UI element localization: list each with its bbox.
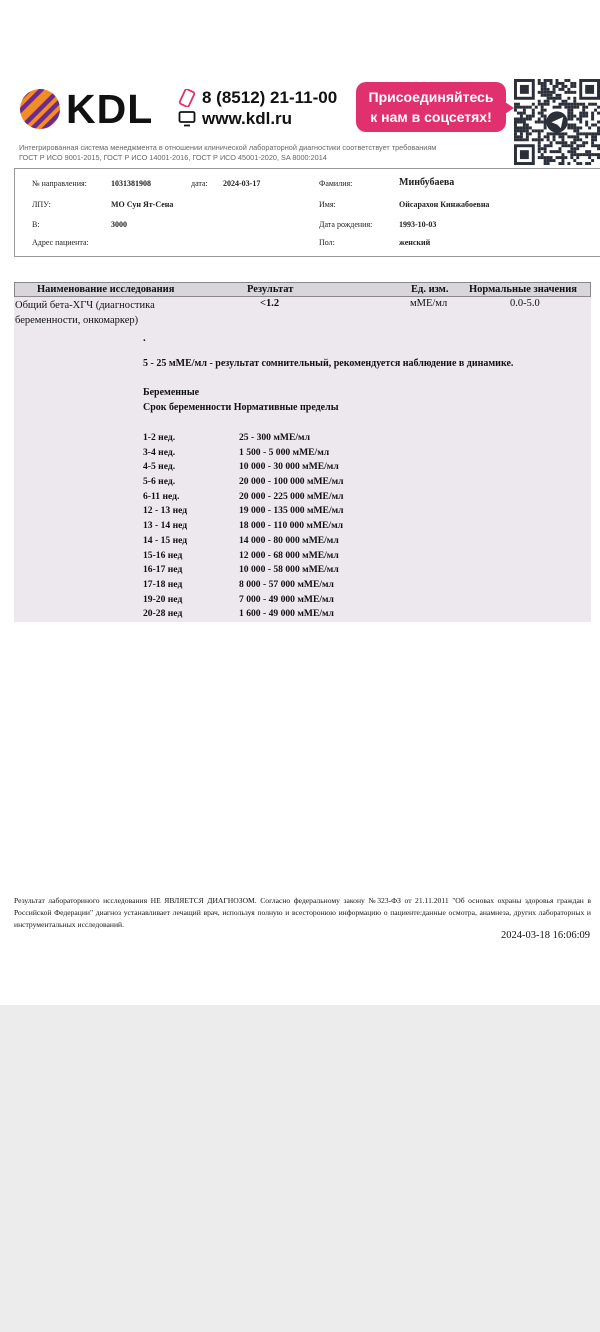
- header-norm: Нормальные значения: [469, 284, 577, 295]
- reference-row: [143, 505, 443, 520]
- reference-range: 10 000 - 58 000 мМЕ/мл: [239, 564, 339, 576]
- v-value: 3000: [111, 220, 127, 229]
- header-unit: Ед. изм.: [411, 284, 449, 295]
- reference-range: 25 - 300 мМЕ/мл: [239, 432, 310, 443]
- blank-area: [0, 1005, 600, 1332]
- social-banner[interactable]: [356, 82, 506, 132]
- phone-number: 8 (8512) 21-11-00: [202, 88, 338, 107]
- note-doubtful-range: 5 - 25 мМЕ/мл - результат сомнительный, рекомендуется наблюдение в динамике.: [143, 358, 514, 369]
- iso-certification: [19, 143, 509, 163]
- reference-week: 5-6 нед.: [143, 476, 176, 488]
- social-banner-line1: Присоединяйтесь: [368, 89, 494, 105]
- address-label: Адрес пациента:: [32, 238, 89, 247]
- reference-week: 4-5 нед.: [143, 461, 176, 473]
- dob-value: 1993-10-03: [399, 220, 437, 229]
- reference-range: 7 000 - 49 000 мМЕ/мл: [239, 593, 334, 605]
- surname-value: Минбубаева: [399, 177, 455, 188]
- reference-row: [143, 579, 443, 594]
- reference-row: [143, 520, 443, 535]
- pregnant-label: Беременные: [143, 387, 200, 398]
- reference-row: [143, 491, 443, 506]
- period-header: Срок беременности Нормативные пределы: [143, 402, 339, 413]
- results-table: [14, 282, 591, 622]
- header-result: Результат: [247, 284, 294, 295]
- social-banner-line2: к нам в соцсетях!: [370, 109, 492, 125]
- phone-contact[interactable]: [178, 88, 337, 108]
- lpu-label: ЛПУ:: [32, 200, 51, 209]
- pregnancy-reference-table: [143, 432, 443, 623]
- note-dot: .: [143, 332, 146, 344]
- iso-line1: Интегрированная система менеджмента в отношении клинической лабораторной диагностики соответствует требованиям: [19, 143, 437, 152]
- reference-week: 6-11 нед.: [143, 490, 180, 502]
- reference-week: 3-4 нед.: [143, 446, 176, 458]
- reference-row: [143, 447, 443, 462]
- lpu-value: МО Сун Ят-Сена: [111, 200, 174, 209]
- reference-range: 19 000 - 135 000 мМЕ/мл: [239, 505, 344, 517]
- kdl-logo-icon: [19, 88, 61, 130]
- printed-timestamp: 2024-03-18 16:06:09: [501, 930, 590, 941]
- iso-line2: ГОСТ Р ИСО 9001-2015, ГОСТ Р ИСО 14001-2016, ГОСТ Р ИСО 45001-2020, SA 8000:2014: [19, 153, 327, 162]
- reference-range: 1 500 - 5 000 мМЕ/мл: [239, 446, 330, 458]
- name-label: Имя:: [319, 200, 336, 209]
- reference-row: [143, 535, 443, 550]
- reference-range: 20 000 - 100 000 мМЕ/мл: [239, 476, 344, 488]
- surname-label: Фамилия:: [319, 179, 353, 188]
- reference-row: [143, 594, 443, 609]
- sex-value: женский: [399, 238, 431, 247]
- website-url: www.kdl.ru: [202, 109, 293, 128]
- brand-name: KDL: [66, 86, 154, 132]
- header-test-name: Наименование исследования: [37, 284, 175, 295]
- reference-week: 19-20 нед: [143, 593, 183, 605]
- reference-row: [143, 564, 443, 579]
- disclaimer-text: Результат лабораториного исследования НЕ ЯВЛЯЕТСЯ ДИАГНОЗОМ. Согласно федеральному закону №323-ФЗ от 21.11.2011 "Об основах охраны здоровья граждан в Российской Федерации" диагноз устанавливает лечащий врач, используя полную и всесторонюю информацию о пациенте:данные осмотра, анамнеза, других лабораторных и инструментальных исследований.: [14, 896, 591, 929]
- reference-range: 10 000 - 30 000 мМЕ/мл: [239, 461, 339, 473]
- reference-range: 8 000 - 57 000 мМЕ/мл: [239, 578, 334, 590]
- reference-range: 14 000 - 80 000 мМЕ/мл: [239, 534, 339, 546]
- name-value: Ойсарахон Кинжабоевна: [399, 200, 490, 209]
- reference-row: [143, 432, 443, 447]
- dob-label: Дата рождения:: [319, 220, 373, 229]
- reference-row: [143, 461, 443, 476]
- reference-week: 1-2 нед.: [143, 432, 176, 443]
- reference-week: 13 - 14 нед: [143, 520, 188, 532]
- phone-icon: [178, 89, 196, 107]
- test-norm: 0.0-5.0: [510, 298, 540, 309]
- ref-no-value: 1031381908: [111, 179, 151, 188]
- reference-week: 20-28 нед: [143, 608, 183, 620]
- ref-no-label: № направления:: [32, 179, 87, 188]
- results-header-row: [14, 282, 591, 297]
- reference-range: 18 000 - 110 000 мМЕ/мл: [239, 520, 343, 532]
- reference-week: 14 - 15 нед: [143, 534, 188, 546]
- reference-week: 15-16 нед: [143, 549, 183, 561]
- test-result: <1.2: [260, 298, 280, 309]
- test-unit: мМЕ/мл: [410, 298, 448, 309]
- date-value: 2024-03-17: [223, 179, 261, 188]
- monitor-icon: [178, 110, 196, 128]
- qr-code-icon[interactable]: [514, 79, 600, 165]
- reference-row: [143, 476, 443, 491]
- reference-range: 1 600 - 49 000 мМЕ/мл: [239, 608, 334, 620]
- reference-week: 17-18 нед: [143, 578, 183, 590]
- date-label: дата:: [191, 179, 208, 188]
- sex-label: Пол:: [319, 238, 335, 247]
- website-link[interactable]: [178, 109, 292, 129]
- v-label: В:: [32, 220, 40, 229]
- test-name: Общий бета-ХГЧ (диагностика беременности, онкомаркер): [15, 300, 155, 326]
- reference-row: [143, 550, 443, 565]
- reference-range: 20 000 - 225 000 мМЕ/мл: [239, 490, 344, 502]
- reference-row: [143, 608, 443, 623]
- patient-info-box: [14, 168, 600, 257]
- reference-week: 16-17 нед: [143, 564, 183, 576]
- reference-week: 12 - 13 нед: [143, 505, 188, 517]
- reference-range: 12 000 - 68 000 мМЕ/мл: [239, 549, 339, 561]
